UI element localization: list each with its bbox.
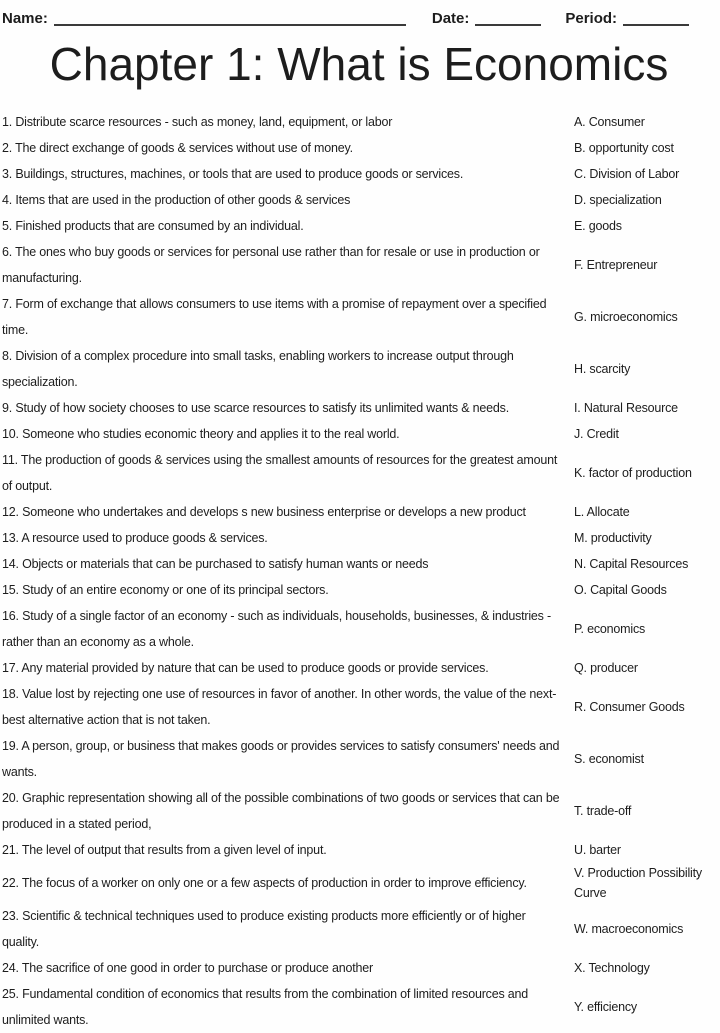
answer-text: Technology <box>588 961 650 975</box>
question-text: Study of an entire economy or one of its principal sectors. <box>22 583 329 597</box>
answer-text: economist <box>588 752 644 766</box>
period-blank-line <box>623 10 689 26</box>
question-number: 16. <box>2 609 19 623</box>
question-text: The sacrifice of one good in order to purchase or produce another <box>21 961 373 975</box>
question-text: Study of a single factor of an economy - such as individuals, households, businesses, & industries - rather than an economy as a whole. <box>2 609 551 649</box>
answer-letter: R. <box>574 700 587 714</box>
answer <box>574 398 716 418</box>
matching-row <box>2 421 716 447</box>
question <box>2 525 574 551</box>
question-text: Finished products that are consumed by an individual. <box>15 219 304 233</box>
answer <box>574 463 716 483</box>
answer-letter: E. <box>574 219 586 233</box>
question-number: 7. <box>2 297 13 311</box>
answer-letter: U. <box>574 843 587 857</box>
answer <box>574 958 716 978</box>
matching-row <box>2 291 716 343</box>
name-blank-line <box>54 10 406 26</box>
worksheet-header <box>2 5 716 27</box>
question-text: The production of goods & services using the smallest amounts of resources for the greatest amount of output. <box>2 453 558 493</box>
question-number: 3. <box>2 167 13 181</box>
question-text: The ones who buy goods or services for personal use rather than for resale or use in production or manufacturing. <box>2 245 540 285</box>
question-number: 18. <box>2 687 19 701</box>
answer-text: Credit <box>586 427 619 441</box>
question <box>2 870 574 896</box>
question-text: Form of exchange that allows consumers to use items with a promise of repayment over a specified time. <box>2 297 547 337</box>
date-blank-line <box>475 10 541 26</box>
question-text: Objects or materials that can be purchased to satisfy human wants or needs <box>22 557 429 571</box>
question-text: Buildings, structures, machines, or tools that are used to produce goods or services. <box>15 167 464 181</box>
answer-text: Allocate <box>586 505 630 519</box>
answer <box>574 554 716 574</box>
answer <box>574 216 716 236</box>
answer-text: Capital Goods <box>590 583 667 597</box>
answer <box>574 190 716 210</box>
question-number: 10. <box>2 427 19 441</box>
matching-row <box>2 395 716 421</box>
matching-row <box>2 955 716 981</box>
question-number: 5. <box>2 219 13 233</box>
answer <box>574 658 716 678</box>
answer-text: goods <box>588 219 622 233</box>
name-label: Name: <box>2 10 48 27</box>
matching-row <box>2 903 716 955</box>
question-text: Fundamental condition of economics that results from the combination of limited resources and unlimited wants. <box>2 987 529 1027</box>
answer-letter: B. <box>574 141 586 155</box>
answer-text: macroeconomics <box>591 922 684 936</box>
matching-row <box>2 785 716 837</box>
matching-row <box>2 577 716 603</box>
question <box>2 343 574 395</box>
question-number: 19. <box>2 739 19 753</box>
answer-text: Entrepreneur <box>586 258 658 272</box>
answer <box>574 619 716 639</box>
question-text: The level of output that results from a given level of input. <box>21 843 327 857</box>
question <box>2 395 574 421</box>
matching-row <box>2 499 716 525</box>
question <box>2 955 574 981</box>
answer-text: microeconomics <box>590 310 678 324</box>
question-text: Value lost by rejecting one use of resources in favor of another. In other words, the value of the next-best alternative action that is not taken. <box>2 687 557 727</box>
question <box>2 447 574 499</box>
question <box>2 655 574 681</box>
matching-row <box>2 863 716 903</box>
answer <box>574 580 716 600</box>
question-number: 14. <box>2 557 19 571</box>
answer <box>574 749 716 769</box>
answer-letter: G. <box>574 310 587 324</box>
answer-letter: K. <box>574 466 586 480</box>
answer <box>574 997 716 1017</box>
answer-letter: A. <box>574 115 586 129</box>
question <box>2 903 574 955</box>
answer-letter: M. <box>574 531 588 545</box>
answer-text: barter <box>589 843 621 857</box>
question-text: Study of how society chooses to use scarce resources to satisfy its unlimited wants & needs. <box>15 401 509 415</box>
answer <box>574 307 716 327</box>
question <box>2 109 574 135</box>
question <box>2 187 574 213</box>
matching-row <box>2 603 716 655</box>
question <box>2 239 574 291</box>
answer-letter: F. <box>574 258 584 272</box>
period-label: Period: <box>565 10 618 27</box>
question-text: Graphic representation showing all of the possible combinations of two goods or services that can be produced in a stated period, <box>2 791 560 831</box>
question <box>2 161 574 187</box>
question-number: 13. <box>2 531 19 545</box>
question-text: Someone who studies economic theory and applies it to the real world. <box>22 427 400 441</box>
answer-text: productivity <box>590 531 652 545</box>
question-number: 1. <box>2 115 13 129</box>
answer-letter: X. <box>574 961 586 975</box>
answer-letter: W. <box>574 922 589 936</box>
matching-row <box>2 551 716 577</box>
answer-letter: Y. <box>574 1000 584 1014</box>
answer-letter: I. <box>574 401 581 415</box>
question-text: The direct exchange of goods & services without use of money. <box>15 141 353 155</box>
matching-row <box>2 837 716 863</box>
matching-row <box>2 187 716 213</box>
question-text: A resource used to produce goods & services. <box>21 531 268 545</box>
question-number: 6. <box>2 245 13 259</box>
question-text: Items that are used in the production of other goods & services <box>15 193 351 207</box>
answer-text: producer <box>590 661 638 675</box>
answer <box>574 424 716 444</box>
answer-letter: H. <box>574 362 587 376</box>
answer-text: specialization <box>589 193 662 207</box>
answer <box>574 164 716 184</box>
question-number: 4. <box>2 193 13 207</box>
answer <box>574 359 716 379</box>
question <box>2 603 574 655</box>
answer-text: Production Possibility Curve <box>574 866 702 900</box>
matching-row <box>2 239 716 291</box>
answer <box>574 528 716 548</box>
question-number: 15. <box>2 583 19 597</box>
question-number: 23. <box>2 909 19 923</box>
matching-row <box>2 343 716 395</box>
matching-row <box>2 447 716 499</box>
answer <box>574 919 716 939</box>
question-number: 2. <box>2 141 13 155</box>
matching-row <box>2 135 716 161</box>
answer-letter: D. <box>574 193 587 207</box>
question-number: 11. <box>2 453 18 467</box>
question-number: 25. <box>2 987 19 1001</box>
answer-letter: L. <box>574 505 585 519</box>
answer-text: Natural Resource <box>583 401 678 415</box>
question-number: 12. <box>2 505 19 519</box>
answer-letter: N. <box>574 557 587 571</box>
question <box>2 499 574 525</box>
question <box>2 681 574 733</box>
answer <box>574 138 716 158</box>
question <box>2 785 574 837</box>
answer-text: Capital Resources <box>589 557 689 571</box>
matching-row <box>2 655 716 681</box>
matching-row <box>2 733 716 785</box>
question-text: Division of a complex procedure into small tasks, enabling workers to increase output through specialization. <box>2 349 514 389</box>
answer-letter: S. <box>574 752 586 766</box>
matching-row <box>2 161 716 187</box>
answer <box>574 255 716 275</box>
question <box>2 421 574 447</box>
answer-letter: O. <box>574 583 587 597</box>
answer-text: scarcity <box>589 362 631 376</box>
question-number: 8. <box>2 349 13 363</box>
question-text: The focus of a worker on only one or a few aspects of production in order to improve efficiency. <box>21 876 527 890</box>
question-number: 21. <box>2 843 19 857</box>
answer-letter: P. <box>574 622 584 636</box>
answer-text: trade-off <box>586 804 632 818</box>
question-text: Someone who undertakes and develops s new business enterprise or develops a new product <box>22 505 526 519</box>
question-text: Any material provided by nature that can be used to produce goods or provide services. <box>21 661 489 675</box>
question <box>2 135 574 161</box>
matching-row <box>2 213 716 239</box>
answer-letter: T. <box>574 804 584 818</box>
answer-letter: Q. <box>574 661 587 675</box>
question-number: 24. <box>2 961 19 975</box>
question <box>2 551 574 577</box>
matching-row <box>2 981 716 1033</box>
matching-row <box>2 681 716 733</box>
matching-row <box>2 109 716 135</box>
answer <box>574 112 716 132</box>
answer <box>574 863 716 903</box>
question-text: A person, group, or business that makes goods or provides services to satisfy consumers' needs and wants. <box>2 739 560 779</box>
matching-list <box>2 109 716 1033</box>
answer <box>574 697 716 717</box>
answer-text: opportunity cost <box>588 141 674 155</box>
answer <box>574 502 716 522</box>
question-text: Scientific & technical techniques used to produce existing products more efficiently or of higher quality. <box>2 909 526 949</box>
answer <box>574 801 716 821</box>
question-number: 9. <box>2 401 13 415</box>
answer-text: Consumer Goods <box>589 700 685 714</box>
answer <box>574 840 716 860</box>
question <box>2 981 574 1033</box>
question-number: 20. <box>2 791 19 805</box>
question <box>2 577 574 603</box>
question <box>2 837 574 863</box>
question-number: 17. <box>2 661 19 675</box>
matching-row <box>2 525 716 551</box>
question <box>2 291 574 343</box>
answer-text: economics <box>587 622 646 636</box>
date-label: Date: <box>431 10 470 27</box>
answer-text: factor of production <box>588 466 692 480</box>
answer-text: Consumer <box>588 115 645 129</box>
page-title: Chapter 1: What is Economics <box>49 38 669 90</box>
answer-letter: J. <box>574 427 584 441</box>
answer-text: efficiency <box>587 1000 637 1014</box>
answer-letter: V. <box>574 866 585 880</box>
answer-letter: C. <box>574 167 587 181</box>
question-text: Distribute scarce resources - such as money, land, equipment, or labor <box>15 115 393 129</box>
answer-text: Division of Labor <box>589 167 680 181</box>
question <box>2 733 574 785</box>
question-number: 22. <box>2 876 19 890</box>
question <box>2 213 574 239</box>
